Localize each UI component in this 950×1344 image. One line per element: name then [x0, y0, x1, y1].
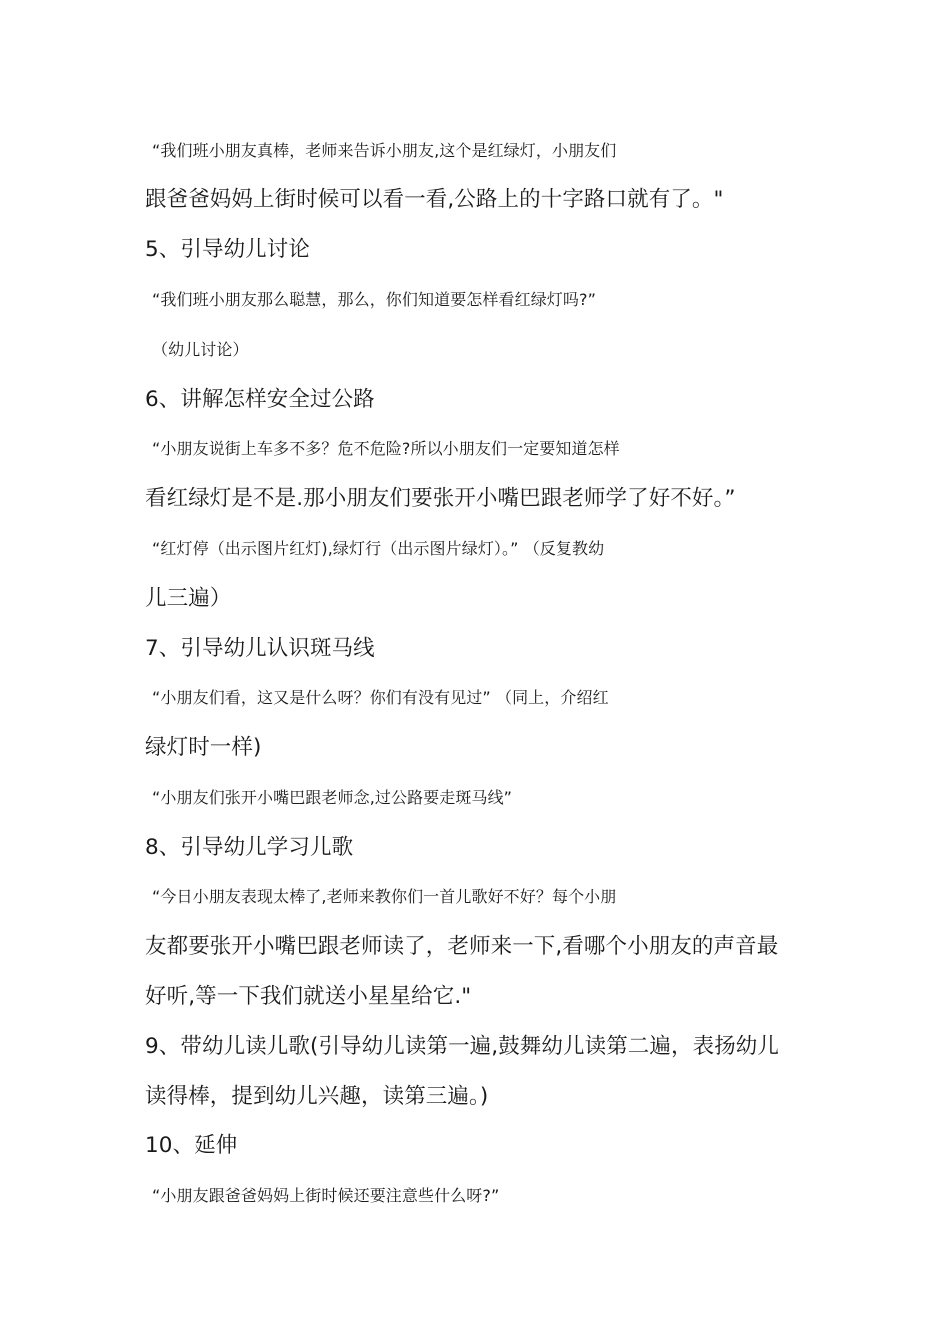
paragraph-line: “我们班小朋友那么聪慧，那么，你们知道要怎样看红绿灯吗?”: [152, 290, 596, 309]
section-heading: 10、延伸: [145, 1133, 238, 1158]
paragraph-line: “我们班小朋友真棒，老师来告诉小朋友,这个是红绿灯，小朋友们: [152, 141, 617, 160]
paragraph-line: （幼儿讨论）: [152, 340, 249, 359]
paragraph-line: “小朋友说街上车多不多？危不危险?所以小朋友们一定要知道怎样: [152, 439, 620, 458]
paragraph-line: 绿灯时一样): [145, 735, 262, 760]
section-heading: 6、讲解怎样安全过公路: [145, 387, 375, 412]
paragraph-line: “小朋友们张开小嘴巴跟老师念,过公路要走斑马线”: [152, 788, 513, 807]
paragraph-line: 跟爸爸妈妈上街时候可以看一看,公路上的十字路口就有了。": [145, 187, 724, 212]
paragraph-line: 好听,等一下我们就送小星星给它.": [145, 984, 472, 1009]
section-heading: 9、带幼儿读儿歌(引导幼儿读第一遍,鼓舞幼儿读第二遍，表扬幼儿: [145, 1034, 780, 1059]
paragraph-line: 友都要张开小嘴巴跟老师读了，老师来一下,看哪个小朋友的声音最: [145, 934, 779, 959]
paragraph-line: 读得棒，提到幼儿兴趣，读第三遍。): [145, 1084, 489, 1109]
section-heading: 7、引导幼儿认识斑马线: [145, 636, 375, 661]
section-heading: 5、引导幼儿讨论: [145, 237, 310, 262]
paragraph-line: 儿三遍）: [145, 586, 232, 611]
section-heading: 8、引导幼儿学习儿歌: [145, 835, 354, 860]
paragraph-line: “小朋友们看，这又是什么呀？你们有没有见过” （同上，介绍红: [152, 688, 609, 707]
paragraph-line: “红灯停（出示图片红灯),绿灯行（出示图片绿灯）。” （反复教幼: [152, 539, 605, 558]
paragraph-line: “小朋友跟爸爸妈妈上街时候还要注意些什么呀?”: [152, 1186, 500, 1205]
paragraph-line: 看红绿灯是不是.那小朋友们要张开小嘴巴跟老师学了好不好。”: [145, 486, 736, 511]
paragraph-line: “今日小朋友表现太棒了,老师来教你们一首儿歌好不好？每个小朋: [152, 887, 617, 906]
